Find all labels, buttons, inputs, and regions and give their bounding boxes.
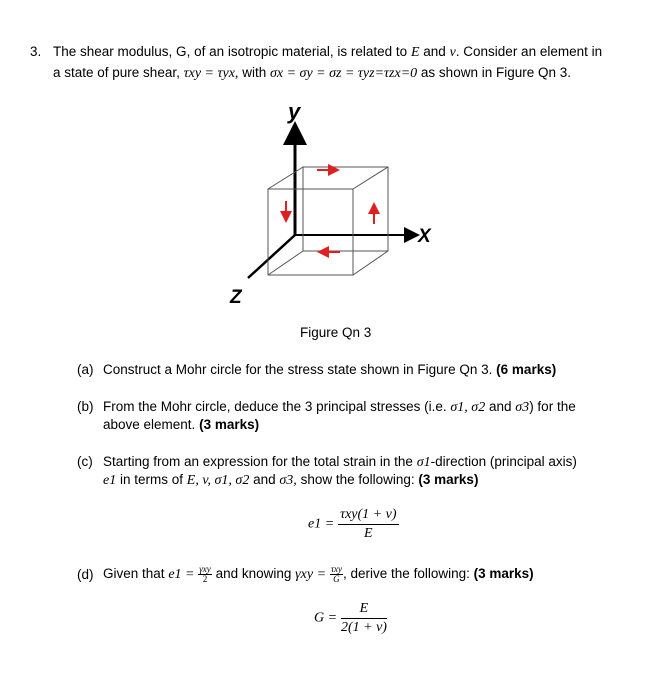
part-d-label: (d): [77, 567, 94, 582]
part-c-text2b: show the following:: [300, 472, 415, 487]
part-a-text: [103, 361, 556, 379]
part-a-body: Construct a Mohr circle for the stress state shown in Figure Qn 3.: [103, 362, 493, 377]
part-a-label: (a): [77, 362, 94, 377]
equation-d-numerator: E: [341, 601, 387, 619]
cube-front-face: [268, 189, 353, 275]
part-c-text2a: in terms of: [119, 472, 184, 487]
figure-qn3: [220, 95, 450, 315]
part-b-sigma3: σ3: [515, 400, 530, 415]
var-E: E: [410, 45, 420, 60]
var-nu: v: [449, 45, 456, 60]
part-d-frac2-num: τxy: [330, 563, 343, 574]
part-d-marks: (3 marks): [473, 566, 534, 581]
equation-c-numerator: τxy(1 + v): [338, 507, 398, 525]
part-c-label: (c): [77, 454, 93, 469]
part-c-e1: e1: [103, 473, 117, 488]
part-d-frac2-den: G: [333, 573, 340, 584]
cube-back-face: [303, 167, 388, 251]
intro-and: and: [423, 44, 446, 59]
question-number: 3.: [30, 44, 42, 59]
intro-text-2a: a state of pure shear,: [53, 65, 180, 80]
part-b-text2: above element.: [103, 417, 196, 432]
part-c-text1b: -direction (principal axis): [430, 454, 577, 469]
part-c-line1: [103, 453, 577, 472]
part-b-label: (b): [77, 399, 94, 414]
part-b-text1-end: ) for the: [529, 399, 576, 414]
intro-text-2c: as shown in Figure Qn 3.: [420, 65, 571, 80]
stress-equation: σx = σy = σz = τyz=τzx=0: [269, 66, 418, 81]
part-c-vars: E, v, σ1, σ2: [186, 473, 250, 488]
cube-edge: [353, 167, 388, 189]
part-b-line1: [103, 398, 576, 417]
equation-c: [308, 507, 399, 542]
part-c-marks: (3 marks): [418, 472, 479, 487]
cube-edge: [268, 167, 303, 189]
equation-d-lhs: G =: [314, 610, 338, 626]
equation-c-lhs: e1 =: [308, 516, 335, 532]
part-b-and: and: [488, 399, 512, 414]
figure-caption: Figure Qn 3: [300, 325, 372, 340]
y-axis-label: y: [288, 99, 301, 124]
equation-d-denominator: 2(1 + v): [340, 620, 387, 635]
part-d-frac1-den: 2: [202, 573, 208, 584]
part-a-marks: (6 marks): [496, 362, 557, 377]
z-axis-label: Z: [230, 287, 242, 308]
cube-edge: [353, 251, 388, 275]
equation-d: [314, 601, 387, 636]
x-axis-label: X: [418, 226, 431, 247]
part-c-and: and: [253, 472, 276, 487]
z-axis: [248, 235, 295, 278]
part-b-line2: [103, 416, 259, 434]
question-intro-line1: [53, 43, 602, 62]
intro-text-1: The shear modulus, G, of an isotropic material, is related to: [53, 44, 408, 59]
part-d-line: [103, 559, 534, 590]
intro-text-2b: with: [242, 65, 267, 80]
part-d-text-b: and knowing: [215, 566, 292, 581]
part-d-gamma: γxy =: [295, 567, 327, 582]
shear-equation: τxy = τyx,: [183, 66, 239, 81]
part-c-text1: Starting from an expression for the total strain in the: [103, 454, 413, 469]
part-c-sigma3: σ3,: [279, 473, 297, 488]
part-b-text1: From the Mohr circle, deduce the 3 principal stresses (i.e.: [103, 399, 447, 414]
part-d-frac1-num: γxy: [199, 563, 211, 574]
part-d-e1: e1 =: [168, 567, 195, 582]
part-b-sigma12: σ1, σ2: [450, 400, 486, 415]
question-intro-line2: [53, 64, 571, 83]
intro-text-1-end: . Consider an element in: [455, 44, 603, 59]
part-b-marks: (3 marks): [199, 417, 260, 432]
part-c-sigma1: σ1: [416, 455, 431, 470]
part-d-text-c: , derive the following:: [343, 566, 470, 581]
equation-c-denominator: E: [364, 526, 373, 541]
part-c-line2: [103, 471, 478, 490]
part-d-text-a: Given that: [103, 566, 165, 581]
